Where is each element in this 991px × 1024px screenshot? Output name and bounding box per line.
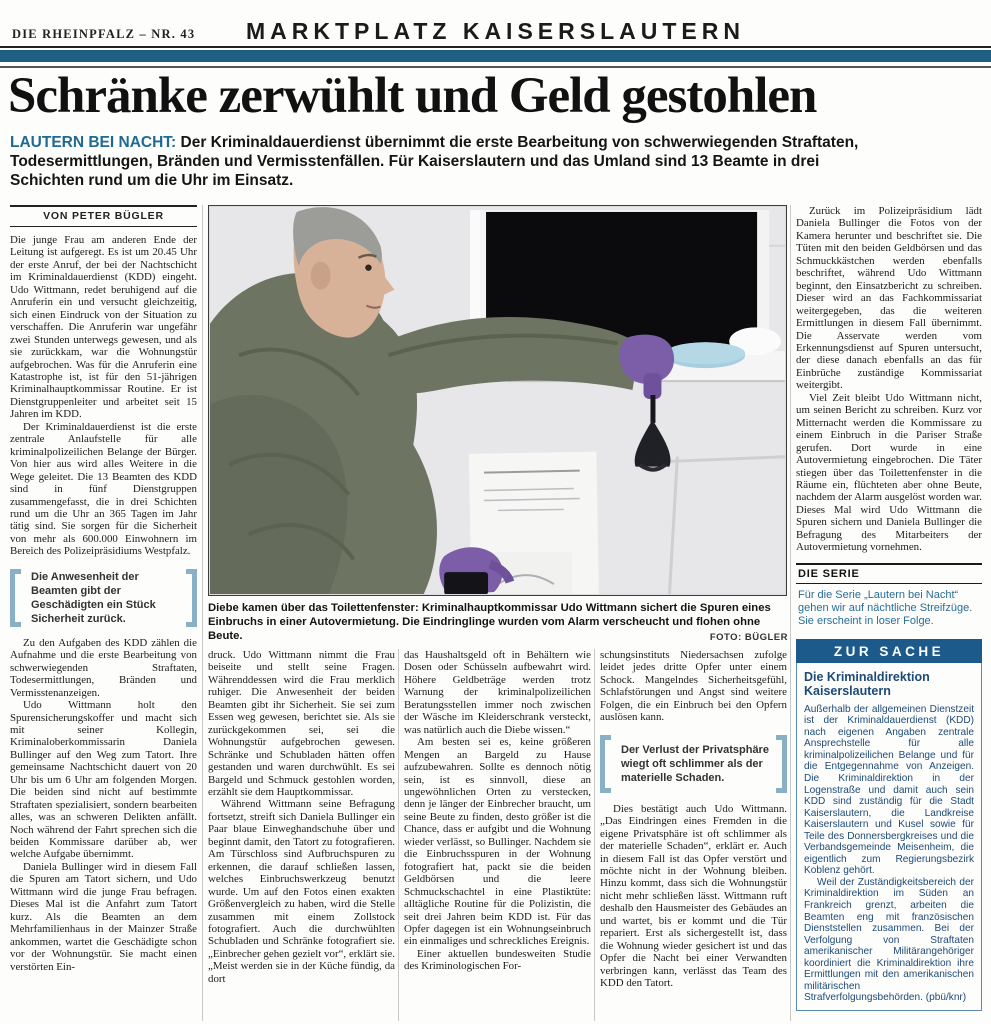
- column-rule: [790, 205, 791, 1021]
- article-column-3: [404, 649, 591, 1021]
- paragraph: Am besten sei es, keine größeren Mengen an Bargeld zu Hause aufzubewahren. Sollte es dennoch nötig sein, ist es sinnvoll, diese an ungewöhnlichen Orten zu verstecken, denn je länger der Einbrecher braucht, um seine Beute zu finden, desto größer ist die Chance, dass er aufgibt und die Wohnung wieder verlässt, so Bullinger. Nachdem sie die Einbruchsspuren in der Wohnung fotografiert hat, packt sie die beiden Geldbörsen und die leere Schmuckschachtel in eine Plastiktüte: alltägliche Routine für die Polizistin, die seit drei Jahren beim KDD ist. Für das Opfer dagegen ist ein Wohnungseinbruch ein einmaliges und schreckliches Ereignis.: [404, 736, 591, 948]
- serie-text: Für die Serie „Lautern bei Nacht“ gehen wir auf nächtliche Streifzüge. Sie erscheint in loser Folge.: [798, 588, 973, 627]
- paragraph: Weil der Zuständigkeitsbereich der Kriminaldirektion im Süden an Frankreich grenzt, arbeiten die Beamten eng mit französischen Dienststellen zusammen. Bei der Verfolgung von Straftaten amerikanischer Militärangehöriger koordiniert die Kriminaldirektion ihre Ermittlungen mit den amerikanischen militärischen Strafverfolgungsbehörden. (pbü/knr): [804, 876, 974, 1004]
- article-column-5: [796, 205, 982, 1021]
- article-column-4: [600, 649, 787, 1021]
- byline: VON PETER BÜGLER: [10, 205, 197, 227]
- paragraph: Viel Zeit bleibt Udo Wittmann nicht, um seinen Bericht zu schreiben. Kurz vor Mitternacht werden die Kommissare zu einem Einbruch in die Pariser Straße gerufen. Dort wurde in eine Autovermietung eingebrochen. Die Täter stiegen über das Toilettenfenster in die Räume ein, flüchteten aber ohne Beute, nachdem der Alarm ausgelöst worden war. Dieses Mal wird Udo Wittmann die Spuren sichern und Daniela Bullinger die Befragung des Mitarbeiters der Autovermietung vornehmen.: [796, 391, 982, 554]
- photo-caption: [208, 601, 788, 643]
- paragraph: Zurück im Polizeipräsidium lädt Daniela Bullinger die Fotos von der Kamera herunter und beschriftet sie. Die Tüten mit den beiden Geldbörsen und das Schmuckkästchen werden ebenfalls beschriftet, während Udo Wittmann beginnt, den Einsatzbericht zu schreiben. Dieser wird an das Fachkommissariat weitergegeben, das die weiteren Ermittlungen in diesem Fall übernimmt. Die Asservate werden vom Erkennungsdienst auf Spuren untersucht, der diese danach ebenfalls an das für Einbrüche zuständige Kommissariat weitergibt.: [796, 205, 982, 392]
- paragraph: das Haushaltsgeld oft in Behältern wie Dosen oder Schüsseln aufbewahrt wird. Höhere Geldbeträge werden trotz Warnung der kriminalpolizeilichen Beratungsstellen immer noch zwischen der Wäsche im Kleiderschrank versteckt, was natürlich auch die Diebe wissen.“: [404, 649, 591, 736]
- article-kicker: LAUTERN BEI NACHT:: [10, 134, 177, 151]
- zur-sache-box: [796, 639, 982, 1011]
- article-column-2: [208, 649, 395, 1021]
- column-rule: [398, 649, 399, 1021]
- article-column-1: [10, 205, 197, 1021]
- article-lead-text: Der Kriminaldauerdienst übernimmt die erste Bearbeitung von schwerwiegenden Straftaten, Todesermittlungen, Bränden und Vermisstenfällen. Für Kaiserslautern und das Umland sind 13 Beamte in drei Schichten rund um die Uhr im Einsatz.: [10, 134, 859, 189]
- serie-title: DIE SERIE: [796, 565, 982, 584]
- photo-credit: FOTO: BÜGLER: [704, 632, 788, 643]
- open-bracket-icon: [10, 569, 21, 627]
- pull-quote: [600, 735, 787, 793]
- section-title: MARKTPLATZ KAISERSLAUTERN: [246, 18, 745, 44]
- paragraph: schungsinstituts Niedersachsen zufolge leidet jedes dritte Opfer unter einem Schock. Mangelndes Sicherheitsgefühl, Schlafstörungen und Angst sind weitere Folgen, die ein Einbruch bei den Opfern auslösen kann.: [600, 649, 787, 724]
- open-bracket-icon: [600, 735, 611, 793]
- paragraph: Der Kriminaldauerdienst ist die erste zentrale Anlaufstelle für alle kriminalpolizeilichen Belange der Bürger. Von hier aus wird alles Weitere in die Wege geleitet. Die 13 Beamten des KDD sind in fünf Dienstgruppen zusammengefasst, die in drei Schichten rund um die Uhr an 365 Tagen im Jahr tätig sind. Sie sorgen für die Sicherheit von mehr als 600.000 Einwohnern im Bereich des Polizeipräsidiums Westpfalz.: [10, 420, 197, 558]
- masthead-color-bar: [0, 50, 991, 62]
- masthead-rule: [0, 46, 991, 48]
- serie-box: [796, 563, 982, 630]
- zur-sache-title: Die Kriminaldirektion Kaiserslautern: [804, 669, 930, 699]
- zur-sache-header: ZUR SACHE: [796, 639, 982, 663]
- pull-quote: [10, 569, 197, 627]
- zur-sache-body: [796, 663, 982, 1011]
- pull-quote-text: Der Verlust der Privatsphäre wiegt oft schlimmer als der materielle Schaden.: [621, 743, 769, 784]
- paragraph: Udo Wittmann holt den Spurensicherungskoffer und macht sich mit seiner Kollegin, Kriminaloberkommissarin Daniela Bullinger auf den Weg zum Tatort. Ihre gemeinsame Nachtschicht dauert von 20 Uhr bis um 6 Uhr am folgenden Morgen. Die beiden sind nicht auf bestimmte Straftaten spezialisiert, sondern bearbeiten alles, was an schweren Delikten anfällt. Noch während der Fahrt sprechen sich die beiden Kommissare darüber ab, wer welche Aufgabe übernimmt.: [10, 699, 197, 861]
- article-headline: Schränke zerwühlt und Geld gestohlen: [8, 68, 817, 124]
- column-rule: [202, 205, 203, 1021]
- paragraph: Einer aktuellen bundesweiten Studie des Kriminologischen For-: [404, 947, 591, 973]
- paragraph: Dies bestätigt auch Udo Wittmann. „Das Eindringen eines Fremden in die eigene Privatsphäre ist oft schlimmer als der materielle Schaden“, erklärt er. Auch in diesem Fall ist das Opfer verstört und möchte nicht in der Wohnung bleiben. Hinzu kommt, dass sich die Wohnungstür nicht mehr schließen lässt. Wittmann ruft deshalb den Hausmeister des Gebäudes an und wartet, bis er kommt und die Tür repariert. Erst als sichergestellt ist, dass die Wohnung wieder gesichert ist und das Opfer die Nacht bei einer Verwandten verbringen kann, verlässt das Team des KDD den Tatort.: [600, 802, 787, 990]
- column-rule: [594, 649, 595, 1021]
- paragraph: Zu den Aufgaben des KDD zählen die Aufnahme und die erste Bearbeitung von schwerwiegenden Straftaten, Todesermittlungen, Bränden und Vermisstenanzeigen.: [10, 636, 197, 699]
- crime-scene-photo-illustration: [209, 206, 786, 595]
- paragraph: Die junge Frau am anderen Ende der Leitung ist aufgeregt. Es ist um 20.45 Uhr der erste Anruf, der bei der Nachtschicht im Kriminaldauerdienst (KDD) eingeht. Udo Wittmann, redet beruhigend auf die Anruferin ein und versucht gleichzeitig, sich einen Eindruck von der Situation zu verschaffen. Die Anruferin war ungefähr zwei Stunden unterwegs gewesen, und als sie zurückkam, war die Wohnungstür aufgebrochen. Was für die Anruferin eine Katastrophe ist, ist für den 51-jährigen Kriminalhauptkommissar Routine. Er ist Dienstgruppenleiter und arbeitet seit 15 Jahren im KDD.: [10, 234, 197, 421]
- article-lead: [10, 133, 875, 190]
- paragraph: Während Wittmann seine Befragung fortsetzt, streift sich Daniela Bullinger ein Paar blaue Einweghandschuhe über und beginnt damit, den Tatort zu fotografieren. Am Türschloss sind Aufbruchspuren zu erkennen, die darauf schließen lassen, welches Einbruchswerkzeug benutzt wurde. Um auf den Fotos einen exakten Größenvergleich zu haben, wird die Stelle zusammen mit einem Zollstock fotografiert. Auch die durchwühlten Schubladen und Schränke fotografiert sie. „Einbrecher gehen gezielt vor“, erklärt sie. „Meist werden sie in der Küche fündig, da dort: [208, 798, 395, 985]
- paragraph: Daniela Bullinger wird in diesem Fall die Spuren am Tatort sichern, und Udo Wittmann wird die junge Frau befragen. Dieses Mal ist die Anfahrt zum Tatort kurz. Als die Beamten an dem Mehrfamilienhaus in der Mainzer Straße ankommen, wartet die Geschädigte schon vor der Wohnungstür. Sie macht einen verstörten Ein-: [10, 860, 197, 973]
- paragraph: druck. Udo Wittmann nimmt die Frau beiseite und stellt seine Fragen. Währenddessen wird die Frau merklich ruhiger. Die Anwesenheit der beiden Beamten gibt ihr Sicherheit. Sie sei zum Essen weg gewesen, berichtet sie. Als sie zurückgekommen sei, sei die Wohnungstür aufgebrochen gewesen. Schränke und Schubladen hätten offen gestanden und waren durchwühlt. Es sei Bargeld und Schmuck gestohlen worden, erzählt sie dem Hauptkommissar.: [208, 649, 395, 798]
- edition-label: DIE RHEINPFALZ – NR. 43: [12, 27, 196, 41]
- pull-quote-text: Die Anwesenheit der Beamten gibt der Geschädigten ein Stück Sicherheit zurück.: [31, 570, 156, 625]
- article-photo: [208, 205, 787, 596]
- paragraph: Außerhalb der allgemeinen Dienstzeit ist der Kriminaldauerdienst (KDD) nach eigenen Angaben zentrale Ansprechstelle für alle kriminalpolizeilichen Belange und für die Entgegennahme von Anzeigen. Die Kriminaldirektion in der Logenstraße und damit auch sein KDD sind zuständig für die Stadt Kaiserslautern, die Landkreise Kaiserslautern und Kusel sowie für Teile des Donnersbergkreises und die Verbandsgemeinde Meisenheim, die eigentlich zum Regierungsbezirk Koblenz gehört.: [804, 703, 974, 877]
- photo-caption-text: Diebe kamen über das Toilettenfenster: Kriminalhauptkommissar Udo Wittmann sichert die Spuren eines Einbruchs in einer Autovermietung. Die Eindringlinge wurden vom Alarm verscheucht und flohen ohne Beute.: [208, 602, 771, 642]
- close-bracket-icon: [776, 735, 787, 793]
- close-bracket-icon: [186, 569, 197, 627]
